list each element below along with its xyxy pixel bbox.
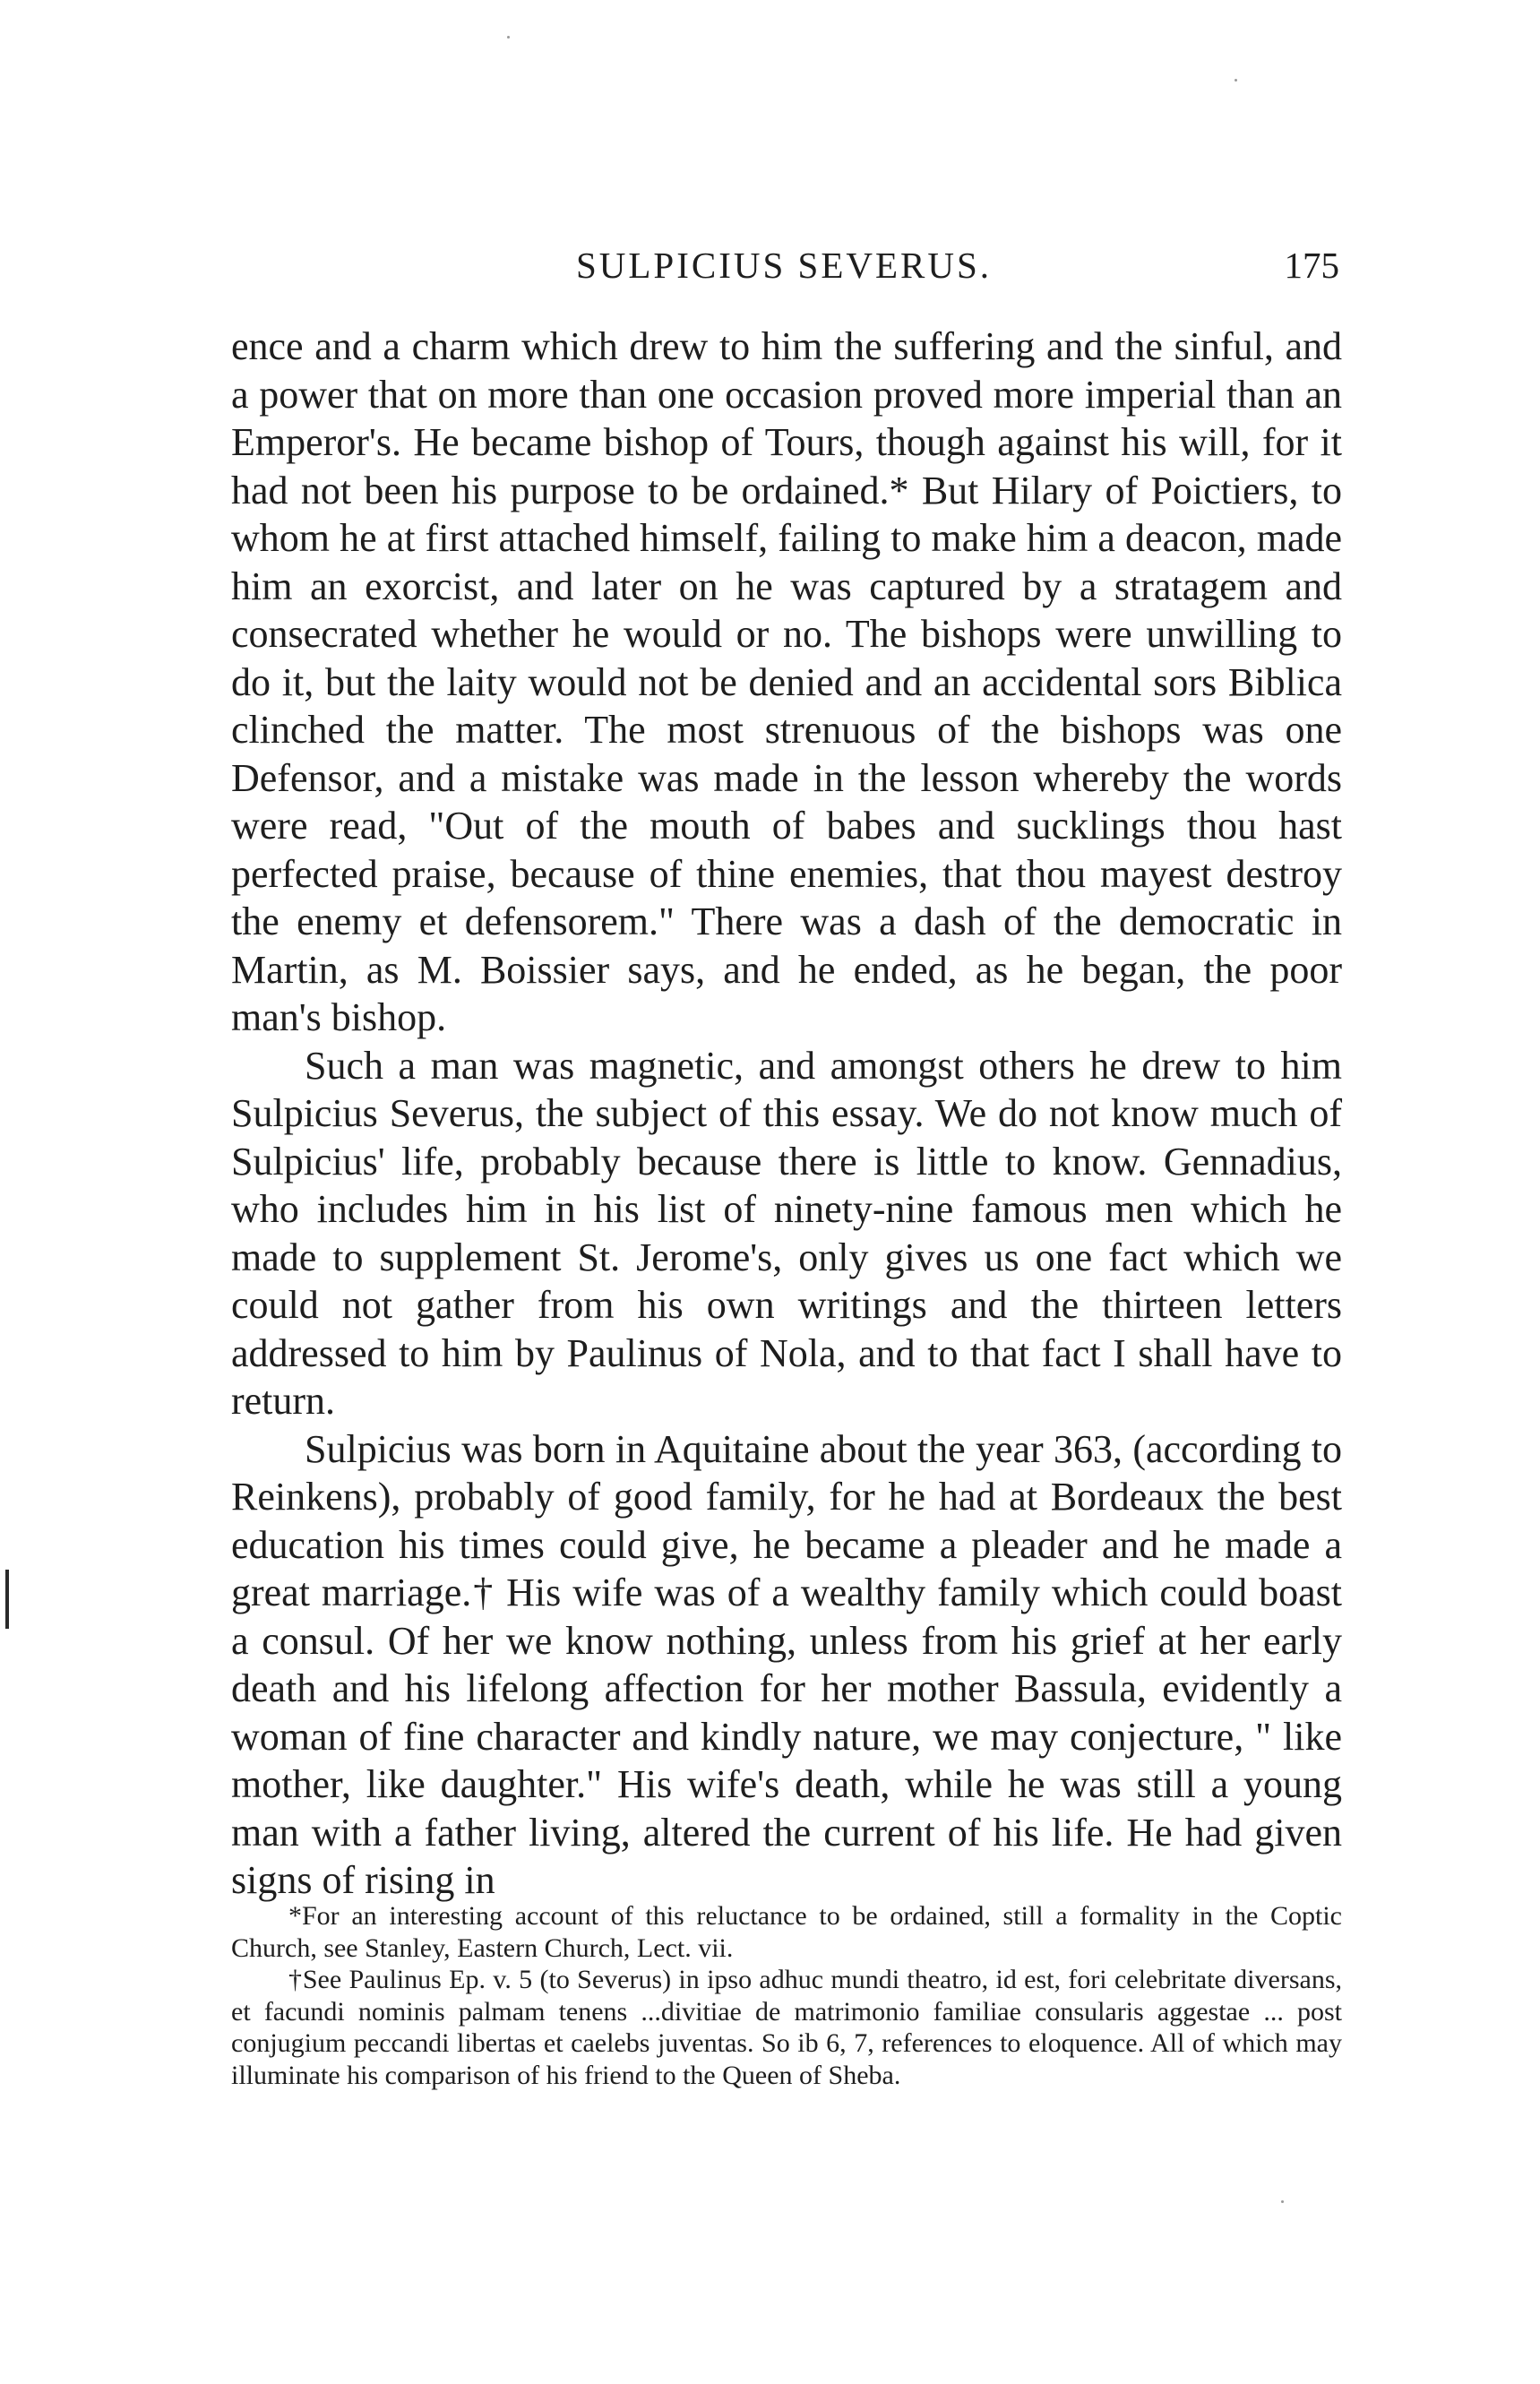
paragraph-1: ence and a charm which drew to him the suffering and the sinful, and a power that on more than one occasion proved more imperial than an Emperor's. He became bishop of Tours, though against his will, for it had not been his purpose to be ordained.* But Hilary of Poictiers, to whom he at first attached himself, failing to make him a deacon, made him an exorcist, and later on he was captured by a stratagem and consecrated whether he would or no. The bishops were unwilling to do it, but the laity would not be denied and an accidental sors Biblica clinched the matter. The most strenuous of the bishops was one Defensor, and a mistake was made in the lesson whereby the words were read, "Out of the mouth of babes and sucklings thou hast perfected praise, because of thine enemies, that thou mayest destroy the enemy et defensorem." There was a dash of the democratic in Martin, as M. Boissier says, and he ended, as he began, the poor man's bishop. bbox=[231, 324, 1342, 1039]
footnotes bbox=[231, 1900, 1342, 2091]
running-title: SULPICIUS SEVERUS. bbox=[575, 245, 993, 286]
scan-speck bbox=[507, 36, 510, 39]
paragraph-3: Sulpicius was born in Aquitaine about the year 363, (according to Reinkens), probably of good family, for he had at Bordeaux the best education his times could give, he became a pleader and he made a great marriage.† His wife was of a wealthy family which could boast a consul. Of her we know nothing, unless from his grief at her early death and his lifelong affection for her mother Bassula, evidently a woman of fine character and kindly nature, we may conjecture, " like mother, like daughter." His wife's death, while he was still a young man with a father living, altered the current of his life. He had given signs of rising in bbox=[231, 1426, 1342, 1902]
page-number: 175 bbox=[1284, 245, 1339, 286]
footnote-2: †See Paulinus Ep. v. 5 (to Severus) in ipso adhuc mundi theatro, id est, fori celebritate diversans, et facundi nominis palmam tenens ...divitiae de matrimonio familiae consularis aggestae ... post conjugium peccandi libertas et caelebs juventas. So ib 6, 7, references to eloquence. All of which may illuminate his comparison of his friend to the Queen of Sheba. bbox=[231, 1965, 1342, 2090]
margin-scan-mark bbox=[5, 1570, 9, 1629]
body-text bbox=[231, 323, 1342, 1905]
scan-speck bbox=[1235, 79, 1237, 82]
footnote-1: *For an interesting account of this reluctance to be ordained, still a formality in the Coptic Church, see Stanley, Eastern Church, Lect. vii. bbox=[231, 1901, 1342, 1963]
paragraph-2: Such a man was magnetic, and amongst others he drew to him Sulpicius Severus, the subject of this essay. We do not know much of Sulpicius' life, probably because there is little to know. Gennadius, who includes him in his list of ninety-nine famous men which he made to supplement St. Jerome's, only gives us one fact which we could not gather from his own writings and the thirteen letters addressed to him by Paulinus of Nola, and to that fact I shall have to return. bbox=[231, 1043, 1342, 1423]
running-head bbox=[228, 244, 1339, 297]
scan-speck bbox=[1281, 2200, 1284, 2203]
